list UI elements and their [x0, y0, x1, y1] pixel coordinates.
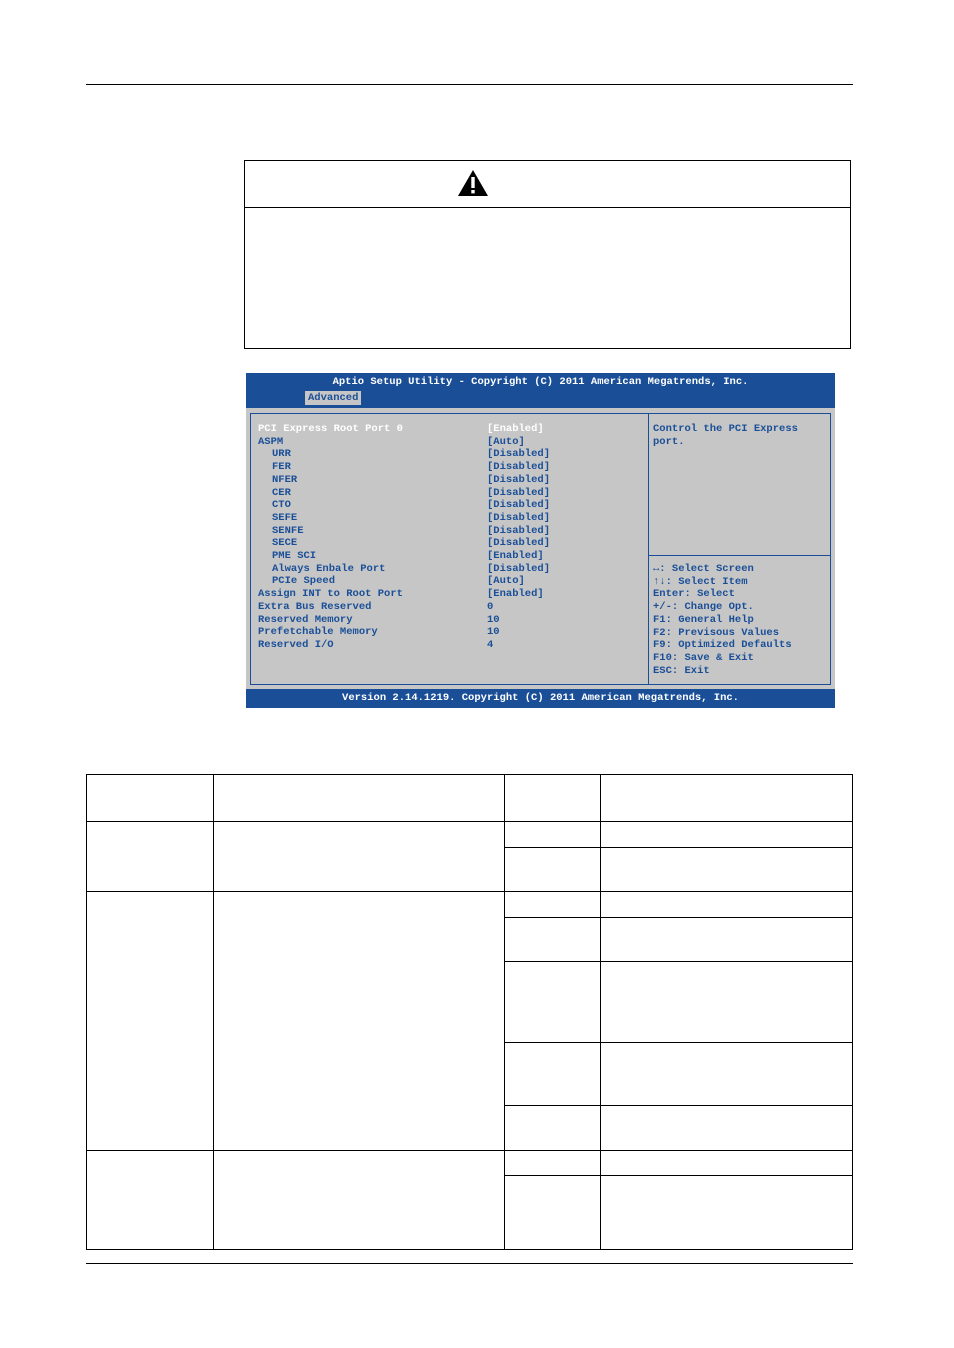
bios-setting-label: Prefetchable Memory [258, 626, 378, 639]
bios-setting-value: [Enabled] [487, 588, 544, 601]
bios-setting-label: SEFE [272, 511, 298, 524]
table-divider [504, 1042, 852, 1043]
bios-setting-label: URR [272, 448, 291, 461]
bios-setting-value: [Disabled] [487, 461, 551, 474]
footer-rule [86, 1263, 853, 1264]
table-divider [504, 1105, 852, 1106]
bios-setting-label: SECE [272, 537, 298, 550]
table-divider [504, 961, 852, 962]
bios-setting-value: [Disabled] [487, 499, 551, 512]
bios-setting-value: [Disabled] [487, 562, 551, 575]
bios-key-hint: ↑↓: Select Item [653, 575, 748, 588]
bios-setting-value: [Auto] [487, 575, 525, 588]
table-divider [87, 821, 852, 822]
bios-key-hint: F2: Previsous Values [653, 626, 780, 639]
bios-setting-label: SENFE [272, 524, 304, 537]
bios-footer-bar [246, 689, 835, 708]
bios-help-separator [649, 555, 830, 556]
table-divider [504, 847, 852, 848]
bios-setting-value: 4 [487, 638, 494, 651]
settings-table [86, 774, 853, 1250]
header-rule [86, 84, 853, 85]
bios-setting-label: Assign INT to Root Port [258, 588, 403, 601]
bios-setting-label: CTO [272, 499, 291, 512]
bios-setting-value: [Enabled] [487, 423, 544, 435]
bios-setting-label: ASPM [258, 435, 284, 448]
warning-triangle-icon [457, 169, 489, 197]
table-divider [213, 775, 214, 1249]
bios-key-hint: F1: General Help [653, 613, 754, 626]
bios-setting-label: NFER [272, 473, 298, 486]
bios-screen [246, 373, 835, 708]
bios-footer: Version 2.14.1219. Copyright (C) 2011 American Megatrends, Inc. [342, 692, 739, 704]
bios-setting-value: [Enabled] [487, 550, 544, 562]
bios-setting-value: [Disabled] [487, 537, 551, 550]
bios-setting-label: PCI Express Root Port 0 [258, 423, 403, 435]
bios-setting-label: PCIe Speed [272, 575, 336, 588]
bios-setting-value: [Disabled] [487, 473, 551, 486]
bios-key-hint: +/-: Change Opt. [653, 601, 754, 614]
bios-key-hint: ↔: Select Screen [653, 563, 754, 575]
bios-title: Aptio Setup Utility - Copyright (C) 2011 American Megatrends, Inc. [332, 376, 749, 388]
bios-help-text: Control the PCI Express port. [653, 423, 798, 448]
bios-setting-label: CER [272, 486, 291, 499]
bios-title-bar [246, 373, 835, 408]
bios-key-hint: ESC: Exit [653, 664, 710, 677]
bios-setting-value: [Auto] [487, 435, 525, 448]
bios-setting-value: 10 [487, 626, 500, 639]
bios-setting-value: 10 [487, 613, 500, 626]
bios-setting-label: Extra Bus Reserved [258, 600, 372, 613]
table-divider [87, 1150, 852, 1151]
warning-header [245, 161, 850, 208]
bios-setting-value: 0 [487, 600, 494, 613]
bios-key-legend [653, 563, 792, 677]
bios-key-hint: F9: Optimized Defaults [653, 639, 792, 652]
table-divider [504, 1175, 852, 1176]
warning-box [244, 160, 851, 349]
table-divider [504, 917, 852, 918]
bios-setting-value: [Disabled] [487, 511, 551, 524]
bios-setting-label: FER [272, 461, 291, 474]
bios-setting-value: [Disabled] [487, 524, 551, 537]
bios-setting-label: Reserved I/O [258, 638, 334, 651]
bios-setting-label: Reserved Memory [258, 613, 353, 626]
bios-setting-value: [Disabled] [487, 486, 551, 499]
bios-key-hint: F10: Save & Exit [653, 651, 754, 664]
tab-advanced[interactable]: Advanced [305, 391, 361, 405]
table-divider [87, 891, 852, 892]
bios-key-hint: Enter: Select [653, 588, 735, 601]
bios-setting-label: PME SCI [272, 550, 317, 562]
bios-divider [648, 414, 649, 684]
bios-setting-label: Always Enbale Port [272, 562, 386, 575]
bios-setting-value: [Disabled] [487, 448, 551, 461]
